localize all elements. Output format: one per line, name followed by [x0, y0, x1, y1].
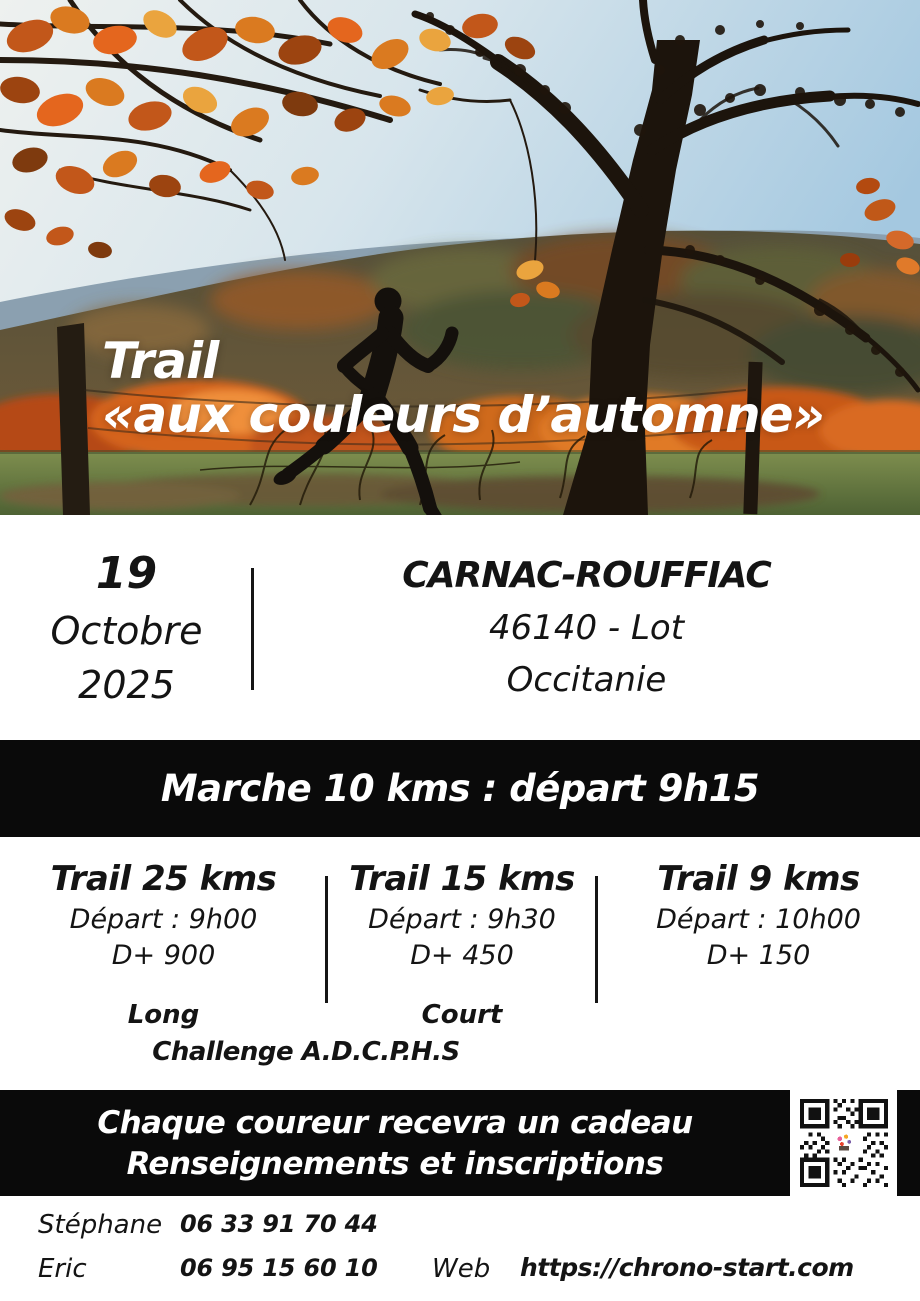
trail-dplus: D+ 150	[706, 940, 811, 971]
challenge-label: Challenge A.D.C.P.H.S	[152, 1037, 460, 1067]
event-city: CARNAC-ROUFFIAC	[402, 555, 771, 596]
hero-title-line2: «aux couleurs d’automne»	[102, 386, 825, 444]
info-banner-line1: Chaque coureur recevra un cadeau	[97, 1104, 693, 1141]
contacts-footer	[0, 1196, 920, 1301]
event-region: Occitanie	[506, 660, 667, 700]
autumn-landscape-image	[0, 0, 920, 545]
trail-column-25km	[0, 837, 327, 997]
info-banner-text	[0, 1090, 790, 1196]
event-month: Octobre	[50, 609, 203, 653]
tag-court: Court	[421, 1000, 503, 1030]
hero-photo	[0, 0, 920, 515]
walk-banner-text: Marche 10 kms : départ 9h15	[160, 767, 760, 810]
web-url: https://chrono-start.com	[520, 1253, 854, 1282]
trail-column-9km	[597, 837, 920, 997]
contact-name: Stéphane	[38, 1210, 163, 1240]
info-banner-line2: Renseignements et inscriptions	[126, 1145, 664, 1182]
hero-title-line1: Trail	[102, 332, 219, 390]
walk-banner	[0, 740, 920, 837]
trail-title: Trail 15 kms	[349, 859, 575, 899]
hero-title	[102, 334, 824, 442]
trail-dplus: D+ 450	[410, 940, 514, 971]
web-label: Web	[432, 1254, 491, 1284]
date-block	[0, 515, 253, 740]
contact-phone: 06 33 91 70 44	[180, 1210, 378, 1238]
event-postal: 46140 - Lot	[488, 608, 685, 648]
trails-section	[0, 837, 920, 1090]
trail-dplus: D+ 900	[111, 940, 216, 971]
trail-title: Trail 9 kms	[657, 859, 860, 899]
tag-long: Long	[127, 1000, 200, 1030]
info-banner	[0, 1090, 920, 1196]
trail-depart: Départ : 9h00	[69, 904, 258, 935]
qr-panel	[790, 1090, 897, 1196]
trail-depart: Départ : 10h00	[656, 904, 861, 935]
contact-name: Eric	[38, 1254, 87, 1284]
event-year: 2025	[78, 663, 175, 707]
event-info-section	[0, 515, 920, 740]
trail-depart: Départ : 9h30	[368, 904, 556, 935]
qr-code-icon	[800, 1099, 888, 1187]
event-day: 19	[95, 548, 158, 599]
contact-phone: 06 95 15 60 10	[180, 1254, 378, 1282]
trail-title: Trail 25 kms	[50, 859, 277, 899]
trail-column-15km	[327, 837, 597, 997]
location-block	[253, 515, 920, 740]
